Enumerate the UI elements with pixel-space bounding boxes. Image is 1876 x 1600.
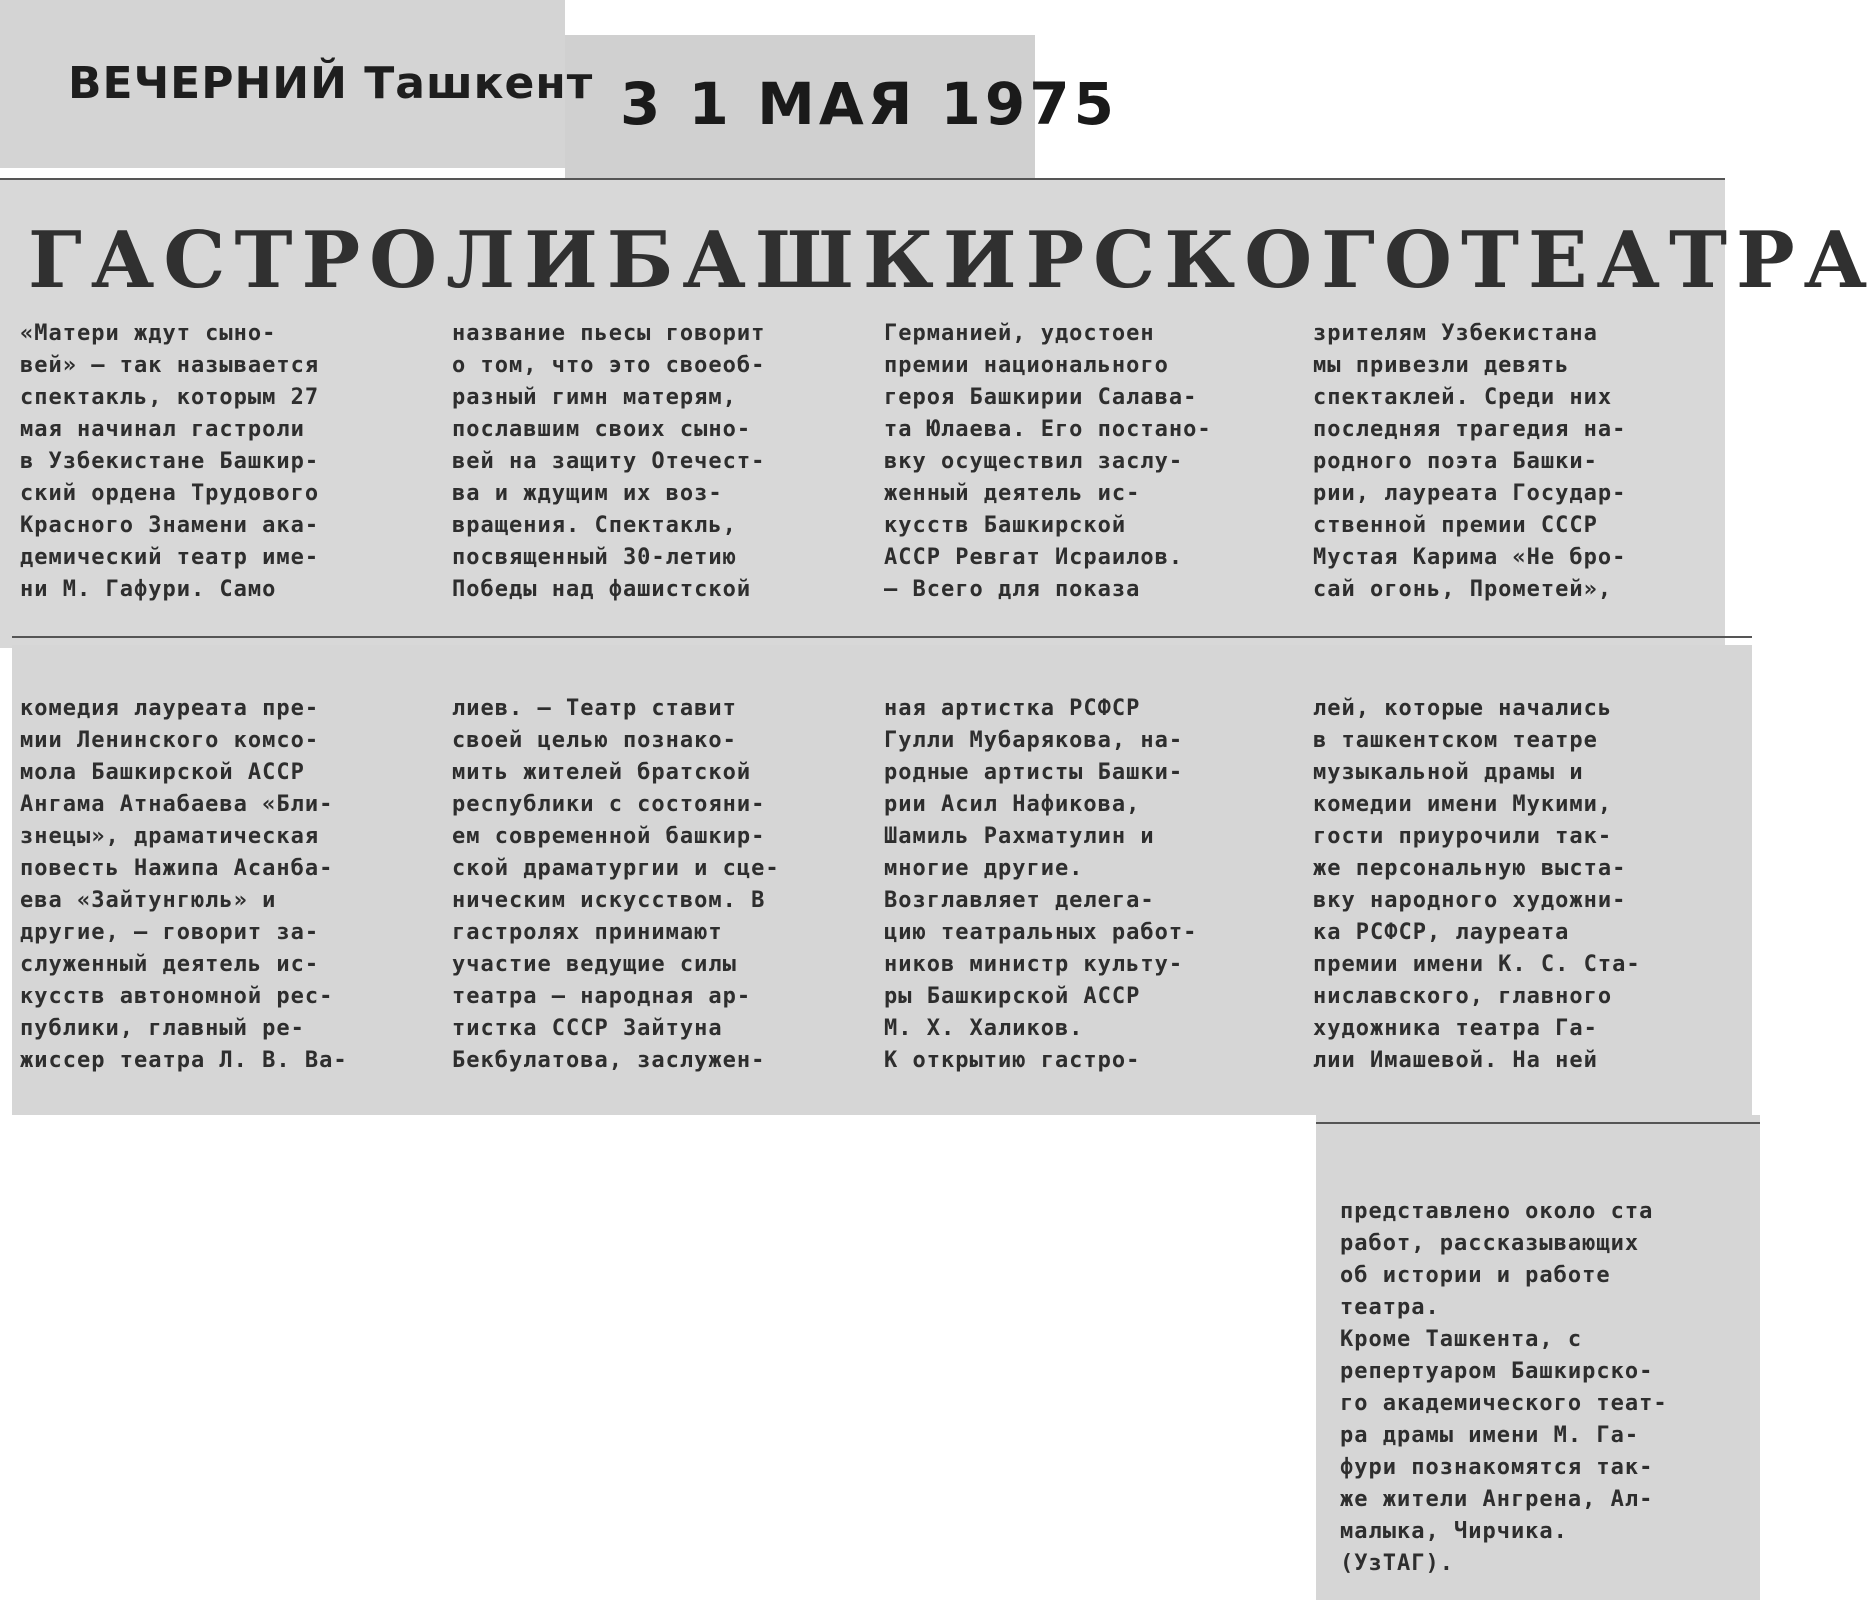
text-line: мии Ленинского комсо- xyxy=(20,728,320,753)
text-line: — Всего для показа xyxy=(884,577,1141,602)
text-line: Ангама Атнабаева «Бли- xyxy=(20,792,334,817)
text-line: мая начинал гастроли xyxy=(20,417,305,442)
text-line: в Узбекистане Башкир- xyxy=(20,449,320,474)
text-line: Шамиль Рахматулин и xyxy=(884,824,1155,849)
text-line: комедия лауреата пре- xyxy=(20,696,320,721)
text-line: кусств Башкирской xyxy=(884,513,1127,538)
text-line: художника театра Га- xyxy=(1313,1016,1598,1041)
top-rule xyxy=(0,178,1725,180)
text-line: ем современной башкир- xyxy=(452,824,766,849)
headline-word: БАШКИРСКОГО xyxy=(606,215,1461,306)
text-line: разный гимн матерям, xyxy=(452,385,737,410)
text-line: посвященный 30-летию xyxy=(452,545,737,570)
text-column-final xyxy=(1340,1196,1740,1580)
headline-word: ТЕАТРА xyxy=(1460,215,1876,306)
text-line: вку народного художни- xyxy=(1313,888,1627,913)
text-line: спектаклей. Среди них xyxy=(1313,385,1613,410)
text-line: фури познакомятся так- xyxy=(1340,1455,1654,1480)
middle-rule xyxy=(12,636,1752,638)
text-line: название пьесы говорит xyxy=(452,321,766,346)
text-line: служенный деятель ис- xyxy=(20,952,320,977)
text-column xyxy=(20,693,425,1077)
text-line: сай огонь, Прометей», xyxy=(1313,577,1613,602)
text-line: ра драмы имени М. Га- xyxy=(1340,1423,1640,1448)
text-line: тистка СССР Зайтуна xyxy=(452,1016,723,1041)
text-line: демический театр име- xyxy=(20,545,320,570)
text-line: ная артистка РСФСР xyxy=(884,696,1141,721)
text-line: гости приурочили так- xyxy=(1313,824,1613,849)
text-line: театра — народная ар- xyxy=(452,984,752,1009)
text-line: К открытию гастро- xyxy=(884,1048,1141,1073)
text-line: М. Х. Халиков. xyxy=(884,1016,1084,1041)
text-line: спектакль, которым 27 xyxy=(20,385,320,410)
text-line: театра. xyxy=(1340,1295,1440,1320)
text-column xyxy=(1313,318,1718,606)
text-line: женный деятель ис- xyxy=(884,481,1141,506)
text-line: цию театральных работ- xyxy=(884,920,1198,945)
text-line: Победы над фашистской xyxy=(452,577,752,602)
text-line: комедии имени Мукими, xyxy=(1313,792,1613,817)
text-line: своей целью познако- xyxy=(452,728,737,753)
text-line: Бекбулатова, заслужен- xyxy=(452,1048,766,1073)
text-line: премии имени К. С. Ста- xyxy=(1313,952,1641,977)
text-line: вращения. Спектакль, xyxy=(452,513,737,538)
text-line: ский ордена Трудового xyxy=(20,481,320,506)
article-headline xyxy=(28,215,1876,306)
text-line: о том, что это своеоб- xyxy=(452,353,766,378)
text-line: ры Башкирской АССР xyxy=(884,984,1141,1009)
text-line: Гулли Мубарякова, на- xyxy=(884,728,1184,753)
text-line: Мустая Карима «Не бро- xyxy=(1313,545,1627,570)
text-line: же персональную выста- xyxy=(1313,856,1627,881)
text-line: работ, рассказывающих xyxy=(1340,1231,1640,1256)
bottom-rule xyxy=(1316,1122,1760,1124)
text-line: Германией, удостоен xyxy=(884,321,1155,346)
text-column xyxy=(20,318,425,606)
text-line: рии, лауреата Государ- xyxy=(1313,481,1627,506)
text-line: ниславского, главного xyxy=(1313,984,1613,1009)
text-line: участие ведущие силы xyxy=(452,952,737,977)
text-column xyxy=(452,318,857,606)
text-line: повесть Нажипа Асанба- xyxy=(20,856,334,881)
text-line: премии национального xyxy=(884,353,1169,378)
text-line: ева «Зайтунгюль» и xyxy=(20,888,277,913)
text-line: ников министр культу- xyxy=(884,952,1184,977)
text-line: ническим искусством. В xyxy=(452,888,766,913)
text-column xyxy=(1313,693,1718,1077)
text-line: кусств автономной рес- xyxy=(20,984,334,1009)
text-line: мить жителей братской xyxy=(452,760,752,785)
text-line: Возглавляет делега- xyxy=(884,888,1155,913)
text-line: го академического теат- xyxy=(1340,1391,1668,1416)
text-line: ва и ждущим их воз- xyxy=(452,481,723,506)
text-line: последняя трагедия на- xyxy=(1313,417,1627,442)
text-line: Красного Знамени ака- xyxy=(20,513,320,538)
text-line: «Матери ждут сыно- xyxy=(20,321,277,346)
text-line: гастролях принимают xyxy=(452,920,723,945)
text-line: вей» — так называется xyxy=(20,353,320,378)
text-line: республики с состояни- xyxy=(452,792,766,817)
text-line: ни М. Гафури. Само xyxy=(20,577,277,602)
text-column xyxy=(884,318,1289,606)
text-line: другие, — говорит за- xyxy=(20,920,320,945)
text-line: лиев. — Театр ставит xyxy=(452,696,737,721)
text-line: та Юлаева. Его постано- xyxy=(884,417,1212,442)
text-line: пославшим своих сыно- xyxy=(452,417,752,442)
text-line: Кроме Ташкента, с xyxy=(1340,1327,1583,1352)
text-column xyxy=(452,693,857,1077)
text-line: многие другие. xyxy=(884,856,1084,881)
text-line: представлено около ста xyxy=(1340,1199,1654,1224)
text-line: АССР Ревгат Исраилов. xyxy=(884,545,1184,570)
text-line: жиссер театра Л. В. Ва- xyxy=(20,1048,348,1073)
text-line: музыкальной драмы и xyxy=(1313,760,1584,785)
text-line: вку осуществил заслу- xyxy=(884,449,1184,474)
text-line: лей, которые начались xyxy=(1313,696,1613,721)
text-column xyxy=(884,693,1289,1077)
text-line: в ташкентском театре xyxy=(1313,728,1598,753)
text-line: ственной премии СССР xyxy=(1313,513,1598,538)
text-line: об истории и работе xyxy=(1340,1263,1611,1288)
text-line: рии Асил Нафикова, xyxy=(884,792,1141,817)
text-line: ской драматургии и сце- xyxy=(452,856,780,881)
headline-word: ГАСТРОЛИ xyxy=(28,215,607,306)
text-line: малыка, Чирчика. xyxy=(1340,1519,1568,1544)
text-line: лии Имашевой. На ней xyxy=(1313,1048,1598,1073)
text-line: ка РСФСР, лауреата xyxy=(1313,920,1570,945)
text-line: репертуаром Башкирско- xyxy=(1340,1359,1654,1384)
text-line: героя Башкирии Салава- xyxy=(884,385,1198,410)
text-line: публики, главный ре- xyxy=(20,1016,305,1041)
text-line: мы привезли девять xyxy=(1313,353,1570,378)
newspaper-masthead: ВЕЧЕРНИЙ Ташкент xyxy=(68,58,594,109)
text-line: вей на защиту Отечест- xyxy=(452,449,766,474)
text-line: мола Башкирской АССР xyxy=(20,760,305,785)
text-line: родного поэта Башки- xyxy=(1313,449,1598,474)
text-line: (УзТАГ). xyxy=(1340,1551,1454,1576)
text-line: знецы», драматическая xyxy=(20,824,320,849)
text-line: зрителям Узбекистана xyxy=(1313,321,1598,346)
text-line: же жители Ангрена, Ал- xyxy=(1340,1487,1654,1512)
date-stamp: 3 1 МАЯ 1975 xyxy=(620,70,1118,138)
text-line: родные артисты Башки- xyxy=(884,760,1184,785)
